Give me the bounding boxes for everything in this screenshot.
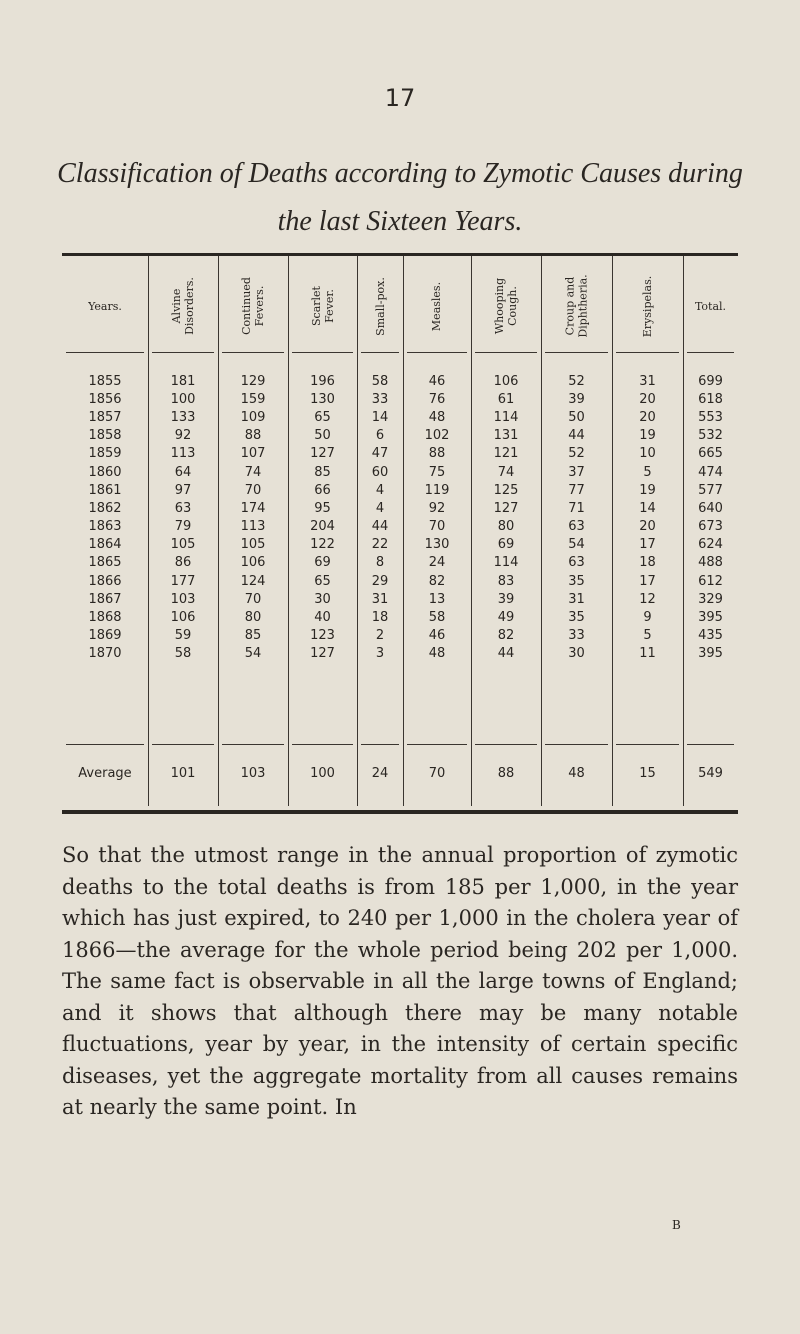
- column-header: [357, 256, 403, 356]
- value-cell: 103: [170, 591, 196, 607]
- value-cell: 130: [424, 537, 450, 553]
- value-cell: 63: [174, 500, 192, 516]
- value-cell: 30: [568, 646, 585, 662]
- table-row: [62, 627, 738, 645]
- value-cell: 92: [428, 500, 446, 516]
- value-cell: 88: [428, 446, 446, 462]
- value-cell: 17: [639, 537, 656, 553]
- value-cell: 11: [639, 646, 656, 662]
- header-underline: [66, 352, 144, 353]
- average-separator: [361, 744, 399, 745]
- value-cell: 70: [244, 482, 262, 498]
- value-cell: 9: [643, 610, 652, 626]
- value-cell: 54: [568, 537, 585, 553]
- value-cell: 31: [639, 373, 656, 389]
- table-row: [62, 481, 738, 499]
- value-cell: 8: [375, 555, 385, 571]
- table-row: [62, 499, 738, 517]
- value-cell: 18: [371, 610, 389, 626]
- average-value: 100: [310, 765, 335, 781]
- value-cell: 12: [639, 591, 656, 607]
- year-cell: 1863: [88, 519, 122, 535]
- value-cell: 19: [639, 428, 656, 444]
- value-cell: 44: [568, 428, 585, 444]
- average-value: 48: [568, 765, 585, 781]
- table-row: [62, 554, 738, 572]
- year-cell: 1858: [88, 428, 122, 444]
- table-row: [62, 390, 738, 408]
- value-cell: 204: [310, 519, 335, 535]
- value-cell: 46: [428, 628, 446, 644]
- value-cell: 106: [170, 610, 196, 626]
- column-header: [62, 256, 148, 356]
- value-cell: 88: [244, 428, 262, 444]
- value-cell: 63: [568, 519, 585, 535]
- value-cell: 79: [174, 519, 192, 535]
- table-row: [62, 427, 738, 445]
- value-cell: 113: [240, 519, 266, 535]
- value-cell: 665: [698, 446, 723, 462]
- value-cell: 159: [240, 391, 266, 407]
- value-cell: 14: [371, 409, 389, 425]
- value-cell: 33: [371, 391, 389, 407]
- value-cell: 4: [375, 482, 385, 498]
- value-cell: 113: [170, 446, 196, 462]
- value-cell: 14: [639, 500, 656, 516]
- value-cell: 52: [568, 373, 585, 389]
- value-cell: 127: [310, 446, 335, 462]
- value-cell: 47: [371, 446, 389, 462]
- year-cell: 1867: [88, 591, 122, 607]
- value-cell: 63: [568, 555, 585, 571]
- value-cell: 52: [568, 446, 585, 462]
- value-cell: 329: [698, 591, 723, 607]
- header-underline: [152, 352, 214, 353]
- table-row: [62, 372, 738, 390]
- year-cell: 1856: [88, 391, 122, 407]
- value-cell: 612: [698, 573, 723, 589]
- signature-mark: B: [672, 1218, 681, 1232]
- header-underline: [616, 352, 679, 353]
- value-cell: 69: [497, 537, 515, 553]
- year-cell: 1860: [88, 464, 122, 480]
- value-cell: 44: [371, 519, 389, 535]
- value-cell: 86: [174, 555, 192, 571]
- value-cell: 30: [314, 591, 331, 607]
- column-header-label: Continued Fevers.: [239, 277, 266, 335]
- value-cell: 553: [698, 409, 723, 425]
- average-separator: [687, 744, 734, 745]
- column-header-label: Measles.: [430, 281, 444, 331]
- value-cell: 75: [428, 464, 446, 480]
- value-cell: 69: [314, 555, 331, 571]
- year-cell: 1868: [88, 610, 122, 626]
- year-cell: 1859: [88, 446, 122, 462]
- value-cell: 17: [639, 573, 656, 589]
- value-cell: 18: [639, 555, 656, 571]
- average-value: 549: [698, 765, 723, 781]
- value-cell: 121: [493, 446, 519, 462]
- value-cell: 6: [375, 428, 385, 444]
- header-underline: [545, 352, 608, 353]
- table-row: [62, 572, 738, 590]
- column-header-label: Erysipelas.: [641, 275, 654, 337]
- value-cell: 31: [568, 591, 585, 607]
- average-separator: [292, 744, 353, 745]
- value-cell: 395: [698, 646, 723, 662]
- value-cell: 106: [240, 555, 266, 571]
- value-cell: 59: [174, 628, 192, 644]
- value-cell: 100: [170, 391, 196, 407]
- value-cell: 85: [244, 628, 262, 644]
- value-cell: 196: [310, 373, 335, 389]
- value-cell: 97: [174, 482, 192, 498]
- table-row: [62, 463, 738, 481]
- value-cell: 114: [493, 409, 519, 425]
- value-cell: 80: [497, 519, 515, 535]
- value-cell: 106: [493, 373, 519, 389]
- column-header: [403, 256, 471, 356]
- column-header-label: Scarlet Fever.: [309, 286, 336, 326]
- value-cell: 76: [428, 391, 446, 407]
- value-cell: 65: [314, 409, 331, 425]
- average-separator: [407, 744, 467, 745]
- year-cell: 1866: [88, 573, 122, 589]
- average-value: 101: [170, 765, 196, 781]
- year-cell: 1865: [88, 555, 122, 571]
- value-cell: 31: [371, 591, 389, 607]
- value-cell: 58: [174, 646, 192, 662]
- value-cell: 83: [497, 573, 515, 589]
- value-cell: 5: [643, 628, 652, 644]
- value-cell: 48: [428, 409, 446, 425]
- value-cell: 77: [568, 482, 585, 498]
- value-cell: 105: [240, 537, 266, 553]
- column-header: [541, 256, 612, 356]
- value-cell: 65: [314, 573, 331, 589]
- column-header-label: Small-pox.: [373, 276, 387, 336]
- value-cell: 105: [170, 537, 196, 553]
- value-cell: 618: [698, 391, 723, 407]
- value-cell: 54: [244, 646, 262, 662]
- average-separator: [616, 744, 679, 745]
- value-cell: 50: [314, 428, 331, 444]
- value-cell: 37: [568, 464, 585, 480]
- table-row: [62, 645, 738, 663]
- average-value: 24: [371, 765, 389, 781]
- value-cell: 74: [244, 464, 262, 480]
- value-cell: 22: [371, 537, 389, 553]
- value-cell: 58: [371, 373, 389, 389]
- value-cell: 49: [497, 610, 515, 626]
- value-cell: 177: [170, 573, 196, 589]
- value-cell: 46: [428, 373, 446, 389]
- value-cell: 5: [643, 464, 652, 480]
- value-cell: 44: [497, 646, 515, 662]
- average-value: 88: [497, 765, 515, 781]
- body-paragraph: So that the utmost range in the annual proportion of zymotic deaths to the total deaths is from 185 per 1,000, in the year which has just expired, to 240 per 1,000 in the cholera year of 1866—the average for the whole period being 202 per 1,000. The same fact is observable in all the large towns of England; and it shows that although there may be many notable fluctuations, year by year, in the intensity of certain specific diseases, yet the aggregate mortality from all causes remains at nearly the same point. In: [62, 843, 738, 1119]
- value-cell: 95: [314, 500, 331, 516]
- value-cell: 61: [497, 391, 515, 407]
- value-cell: 577: [698, 482, 723, 498]
- year-cell: 1870: [88, 646, 122, 662]
- value-cell: 39: [568, 391, 585, 407]
- value-cell: 20: [639, 391, 656, 407]
- value-cell: 20: [639, 519, 656, 535]
- value-cell: 127: [310, 646, 335, 662]
- value-cell: 10: [639, 446, 656, 462]
- value-cell: 3: [375, 646, 385, 662]
- value-cell: 82: [497, 628, 515, 644]
- column-header: [288, 256, 357, 356]
- table-row: [62, 608, 738, 626]
- value-cell: 130: [310, 391, 335, 407]
- table-title: Classification of Deaths according to Zymotic Causes during the last Sixteen Years.: [57, 158, 743, 237]
- column-header-label: Croup and Diphtheria.: [563, 274, 590, 338]
- value-cell: 435: [698, 628, 723, 644]
- value-cell: 50: [568, 409, 585, 425]
- value-cell: 33: [568, 628, 585, 644]
- average-table: [62, 762, 738, 784]
- average-separator: [152, 744, 214, 745]
- column-header: [218, 256, 288, 356]
- value-cell: 123: [310, 628, 335, 644]
- year-cell: 1861: [88, 482, 122, 498]
- year-cell: 1862: [88, 500, 122, 516]
- average-separator: [545, 744, 608, 745]
- year-cell: 1857: [88, 409, 122, 425]
- column-header-label: Years.: [88, 299, 122, 313]
- value-cell: 74: [497, 464, 515, 480]
- table-row: [62, 590, 738, 608]
- average-separator: [222, 744, 284, 745]
- value-cell: 133: [170, 409, 196, 425]
- value-cell: 35: [568, 610, 585, 626]
- value-cell: 66: [314, 482, 331, 498]
- year-cell: 1869: [88, 628, 122, 644]
- value-cell: 640: [698, 500, 723, 516]
- average-value: 103: [240, 765, 266, 781]
- header-underline: [292, 352, 353, 353]
- value-cell: 39: [497, 591, 515, 607]
- year-cell: 1855: [88, 373, 122, 389]
- column-header: [471, 256, 541, 356]
- value-cell: 131: [493, 428, 519, 444]
- value-cell: 19: [639, 482, 656, 498]
- value-cell: 474: [698, 464, 723, 480]
- header-underline: [687, 352, 734, 353]
- table-bottom-rule: [62, 810, 738, 814]
- column-header: [612, 256, 683, 356]
- value-cell: 107: [240, 446, 266, 462]
- value-cell: 58: [428, 610, 446, 626]
- table-row: [62, 536, 738, 554]
- header-underline: [475, 352, 537, 353]
- value-cell: 124: [240, 573, 266, 589]
- column-header-label: Alvine Disorders.: [169, 277, 196, 335]
- value-cell: 181: [170, 373, 196, 389]
- value-cell: 624: [698, 537, 723, 553]
- value-cell: 60: [371, 464, 389, 480]
- table-row: [62, 518, 738, 536]
- average-value: 70: [428, 765, 446, 781]
- value-cell: 129: [240, 373, 266, 389]
- value-cell: 70: [244, 591, 262, 607]
- value-cell: 29: [371, 573, 389, 589]
- value-cell: 395: [698, 610, 723, 626]
- page-number: 17: [384, 84, 416, 112]
- value-cell: 122: [310, 537, 335, 553]
- value-cell: 699: [698, 373, 723, 389]
- value-cell: 174: [240, 500, 266, 516]
- value-cell: 2: [375, 628, 385, 644]
- value-cell: 673: [698, 519, 723, 535]
- value-cell: 109: [240, 409, 266, 425]
- data-table: [62, 372, 738, 663]
- value-cell: 70: [428, 519, 446, 535]
- value-cell: 127: [493, 500, 519, 516]
- table-row: [62, 445, 738, 463]
- value-cell: 532: [698, 428, 723, 444]
- column-header: [148, 256, 218, 356]
- table-row: [62, 408, 738, 426]
- value-cell: 80: [244, 610, 262, 626]
- column-header-label: Total.: [694, 299, 727, 313]
- value-cell: 71: [568, 500, 585, 516]
- value-cell: 114: [493, 555, 519, 571]
- average-row: [62, 762, 738, 784]
- header-underline: [361, 352, 399, 353]
- average-value: 15: [639, 765, 656, 781]
- value-cell: 92: [174, 428, 192, 444]
- value-cell: 125: [493, 482, 519, 498]
- value-cell: 119: [424, 482, 450, 498]
- column-header: [683, 256, 738, 356]
- value-cell: 82: [428, 573, 446, 589]
- header-underline: [222, 352, 284, 353]
- value-cell: 35: [568, 573, 585, 589]
- value-cell: 85: [314, 464, 331, 480]
- value-cell: 20: [639, 409, 656, 425]
- value-cell: 64: [174, 464, 192, 480]
- header-underline: [407, 352, 467, 353]
- average-label: Average: [78, 765, 132, 781]
- value-cell: 24: [428, 555, 446, 571]
- value-cell: 48: [428, 646, 446, 662]
- average-separator: [66, 744, 144, 745]
- value-cell: 40: [314, 610, 331, 626]
- year-cell: 1864: [88, 537, 122, 553]
- value-cell: 13: [428, 591, 446, 607]
- average-separator: [475, 744, 537, 745]
- value-cell: 102: [424, 428, 450, 444]
- value-cell: 4: [375, 500, 385, 516]
- value-cell: 488: [698, 555, 723, 571]
- column-header-label: Whooping Cough.: [492, 277, 519, 335]
